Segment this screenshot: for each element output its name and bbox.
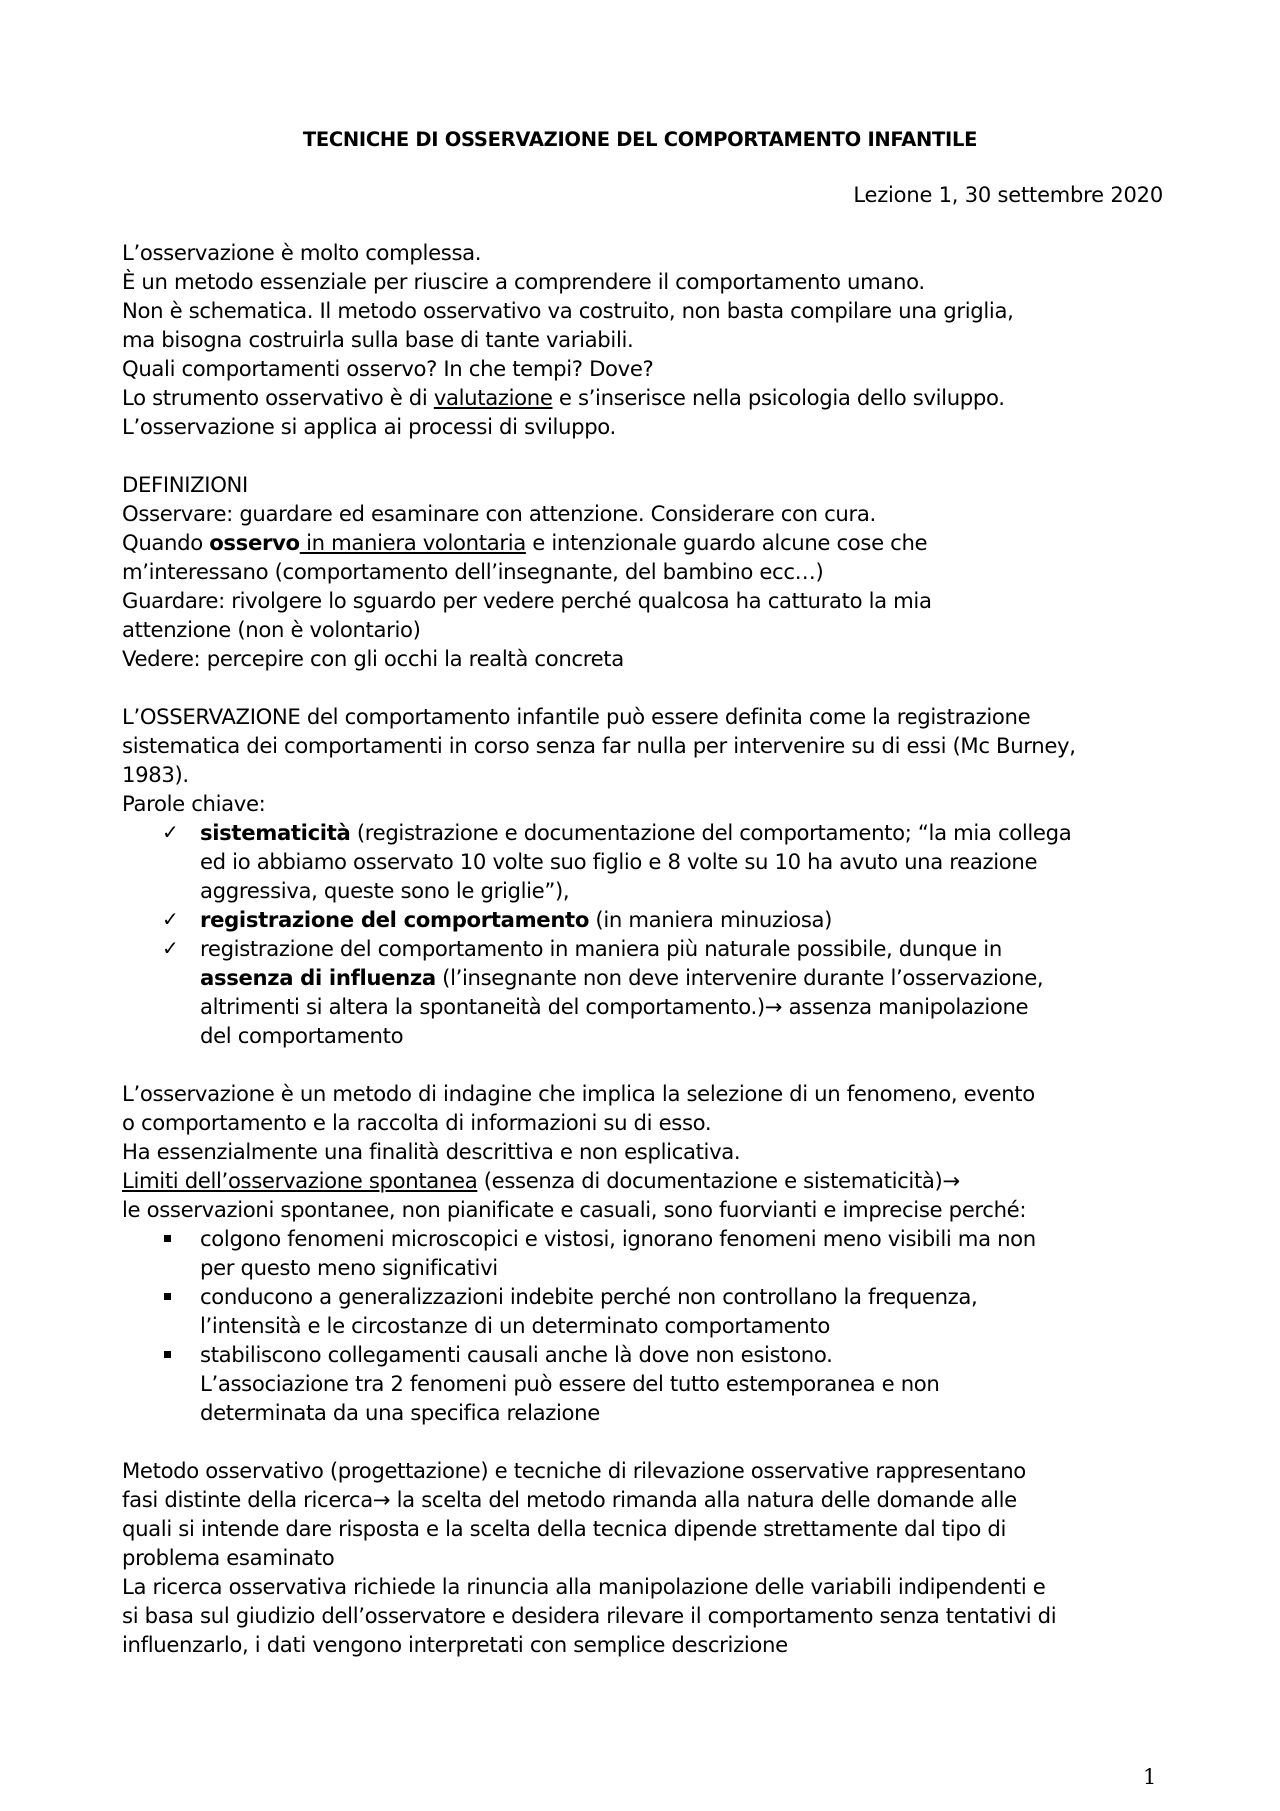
- paragraph-line: L’osservazione si applica ai processi di sviluppo.: [122, 414, 616, 439]
- item-line: aggressiva, queste sono le griglie”),: [200, 878, 570, 903]
- item-line: colgono fenomeni microscopici e vistosi, ignorano fenomeni meno visibili ma non: [200, 1226, 1036, 1251]
- text-run: Quando: [122, 530, 210, 555]
- bullet-item: [122, 1224, 1172, 1282]
- paragraph-line: Vedere: percepire con gli occhi la realtà concreta: [122, 646, 624, 671]
- lesson-date: Lezione 1, 30 settembre 2020: [853, 183, 1163, 207]
- item-line: [200, 818, 1172, 847]
- paragraph-line: L’osservazione è molto complessa.: [122, 240, 482, 265]
- item-line: determinata da una specifica relazione: [200, 1400, 600, 1425]
- page-number: 1: [1143, 1765, 1157, 1789]
- checklist-item: [122, 905, 1172, 934]
- paragraph-line: fasi distinte della ricerca→ la scelta del metodo rimanda alla natura delle domande alle: [122, 1487, 1017, 1512]
- item-line: ✓ registrazione del comportamento in maniera più naturale possibile, dunque in: [200, 936, 1002, 961]
- item-line: altrimenti si altera la spontaneità del comportamento.)→ assenza manipolazione: [200, 994, 1029, 1019]
- paragraph-line: Metodo osservativo (progettazione) e tecniche di rilevazione osservative rappresentano: [122, 1458, 1026, 1483]
- paragraph-line: si basa sul giudizio dell’osservatore e desidera rilevare il comportamento senza tentativi di: [122, 1603, 1057, 1628]
- paragraph-line: [122, 1166, 1172, 1195]
- item-line: [200, 905, 1172, 934]
- document-body: [122, 238, 1172, 1659]
- paragraph-line: Quali comportamenti osservo? In che tempi? Dove?: [122, 356, 654, 381]
- paragraph-line: 1983).: [122, 762, 189, 787]
- checklist-item: [122, 934, 1172, 1050]
- item-line: l’intensità e le circostanze di un determinato comportamento: [200, 1313, 830, 1338]
- paragraph-line: Ha essenzialmente una finalità descrittiva e non esplicativa.: [122, 1139, 741, 1164]
- item-line: conducono a generalizzazioni indebite perché non controllano la frequenza,: [200, 1284, 978, 1309]
- text-run: (essenza di documentazione e sistematicità)→: [477, 1168, 960, 1193]
- underlined-term: valutazione: [433, 385, 553, 410]
- paragraph-line: [122, 528, 1172, 557]
- text-run: e s’inserisce nella psicologia dello sviluppo.: [552, 385, 1005, 410]
- paragraph-line: [122, 383, 1172, 412]
- bullet-item: [122, 1282, 1172, 1340]
- paragraph-line: Osservare: guardare ed esaminare con attenzione. Considerare con cura.: [122, 501, 876, 526]
- paragraph-line: m’interessano (comportamento dell’insegnante, del bambino ecc…): [122, 559, 824, 584]
- bold-term: osservo: [209, 530, 300, 555]
- paragraph-line: L’OSSERVAZIONE del comportamento infantile può essere definita come la registrazione: [122, 704, 1031, 729]
- paragraph-line: influenzarlo, i dati vengono interpretati con semplice descrizione: [122, 1632, 788, 1657]
- item-line: stabiliscono collegamenti causali anche là dove non esistono.: [200, 1342, 833, 1367]
- text-run: (in maniera minuziosa): [589, 907, 833, 932]
- limits-list: [122, 1224, 1172, 1427]
- keyword-checklist: [122, 818, 1172, 1050]
- bold-term: registrazione del comportamento: [200, 907, 590, 932]
- item-line: ed io abbiamo osservato 10 volte suo figlio e 8 volte su 10 ha avuto una reazione: [200, 849, 1038, 874]
- paragraph-line: sistematica dei comportamenti in corso senza far nulla per intervenire su di essi (Mc Burney,: [122, 733, 1076, 758]
- paragraph-line: ma bisogna costruirla sulla base di tante variabili.: [122, 327, 634, 352]
- item-line: L’associazione tra 2 fenomeni può essere del tutto estemporanea e non: [200, 1371, 940, 1396]
- document-title: TECNICHE DI OSSERVAZIONE DEL COMPORTAMENTO INFANTILE: [302, 128, 978, 151]
- paragraph-line: Parole chiave:: [122, 791, 266, 816]
- checklist-item: [122, 818, 1172, 905]
- paragraph-line: attenzione (non è volontario): [122, 617, 421, 642]
- section-heading: DEFINIZIONI: [122, 472, 248, 497]
- bold-term: assenza di influenza: [200, 965, 436, 990]
- item-line: per questo meno significativi: [200, 1255, 498, 1280]
- paragraph-line: La ricerca osservativa richiede la rinuncia alla manipolazione delle variabili indipendenti e: [122, 1574, 1046, 1599]
- paragraph-line: le osservazioni spontanee, non pianificate e casuali, sono fuorvianti e imprecise perché:: [122, 1197, 1027, 1222]
- bullet-item: [122, 1340, 1172, 1427]
- paragraph-line: quali si intende dare risposta e la scelta della tecnica dipende strettamente dal tipo di: [122, 1516, 1007, 1541]
- bold-term: sistematicità: [200, 820, 351, 845]
- text-run: e intenzionale guardo alcune cose che: [525, 530, 928, 555]
- text-run: (registrazione e documentazione del comportamento; “la mia collega: [350, 820, 1072, 845]
- item-line: del comportamento: [200, 1023, 404, 1048]
- underlined-term: in maniera volontaria: [299, 530, 526, 555]
- item-line: [200, 963, 1172, 992]
- paragraph-line: Guardare: rivolgere lo sguardo per vedere perché qualcosa ha catturato la mia: [122, 588, 932, 613]
- paragraph-line: problema esaminato: [122, 1545, 335, 1570]
- paragraph-line: L’osservazione è un metodo di indagine che implica la selezione di un fenomeno, evento: [122, 1081, 1035, 1106]
- text-run: (l’insegnante non deve intervenire durante l’osservazione,: [435, 965, 1044, 990]
- paragraph-line: o comportamento e la raccolta di informazioni su di esso.: [122, 1110, 712, 1135]
- paragraph-line: Non è schematica. Il metodo osservativo va costruito, non basta compilare una griglia,: [122, 298, 1014, 323]
- underlined-term: Limiti dell’osservazione spontanea: [122, 1168, 478, 1193]
- paragraph-line: È un metodo essenziale per riuscire a comprendere il comportamento umano.: [122, 269, 925, 294]
- text-run: Lo strumento osservativo è di: [122, 385, 434, 410]
